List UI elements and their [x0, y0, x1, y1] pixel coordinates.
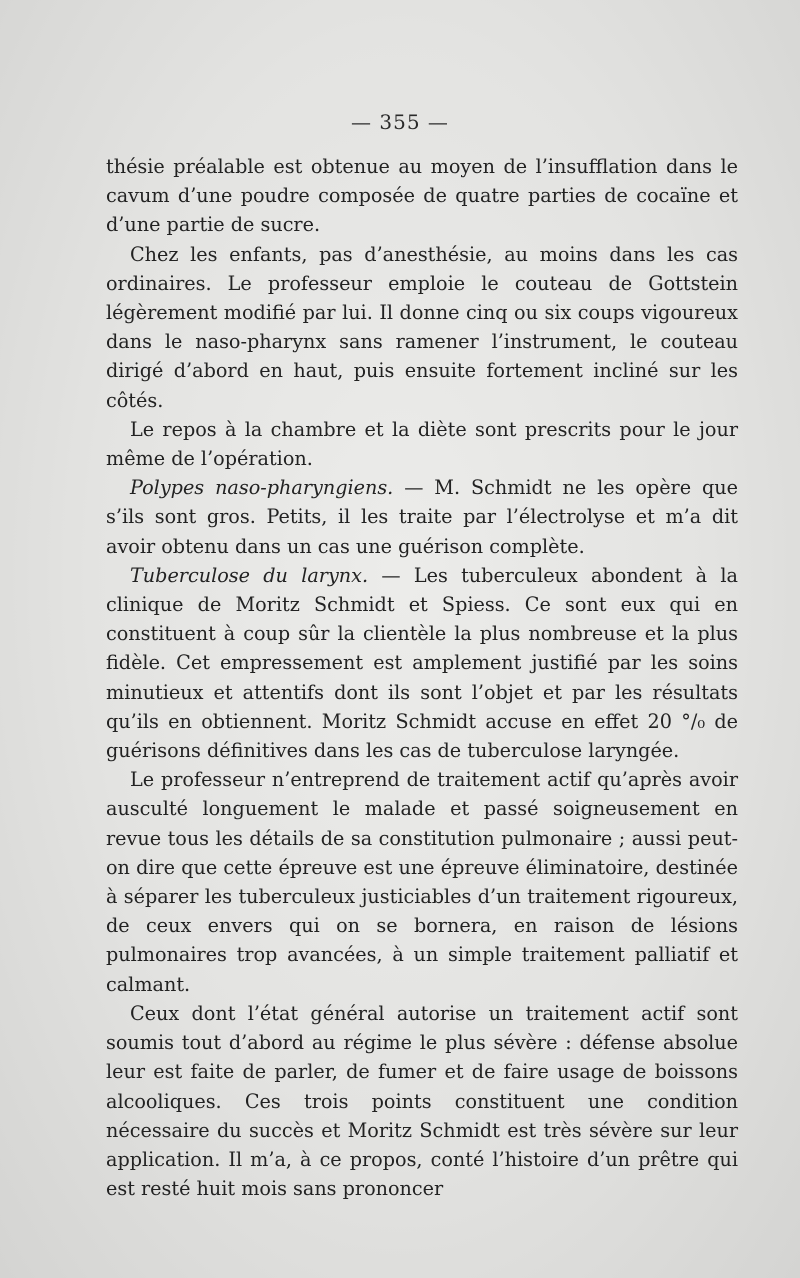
paragraph-children-treatment — [106, 240, 738, 415]
paragraph-text: thésie préalable est obtenue au moyen de l’insufflation dans le cavum d’une poudre composée de quatre parties de cocaïne et d’une partie de sucre. — [106, 155, 738, 237]
paragraph-tuberculose — [106, 561, 738, 765]
section-heading-polypes: Polypes naso-pharyngiens. — [130, 476, 394, 500]
paragraph-rest — [106, 415, 738, 473]
paragraph-continuation — [106, 152, 738, 240]
page-number: — 355 — — [351, 110, 449, 134]
body-text — [106, 152, 738, 1203]
paragraph-text: Chez les enfants, pas d’anesthésie, au moins dans les cas ordinaires. Le professeur emploie le couteau de Gottstein légèrement modifié par lui. Il donne cinq ou six coups vigoureux dans le naso-pharynx sans ramener l’instrument, le couteau dirigé d’abord en haut, puis ensuite fortement incliné sur les côtés. — [106, 242, 738, 412]
paragraph-text: Le professeur n’entreprend de traitement actif qu’après avoir ausculté longuement le malade et passé soigneusement en revue tous les détails de sa constitution pulmonaire ; aussi peut-on dire que cette épreuve est une épreuve éliminatoire, destinée à séparer les tuberculeux justiciables d’un traitement rigoureux, de ceux envers qui on se bornera, en raison de lésions pulmonaires trop avancées, à un simple traitement palliatif et calmant. — [106, 768, 738, 996]
paragraph-text: — Les tuberculeux abondent à la clinique de Moritz Schmidt et Spiess. Ce sont eux qui en constituent à coup sûr la clientèle la plus nombreuse et la plus fidèle. Cet empressement est amplement justifié par les soins minutieux et attentifs dont ils sont l’objet et par les résultats qu’ils en obtiennent. Moritz Schmidt accuse en effet 20 °/₀ de guérisons définitives dans les cas de tuberculose laryngée. — [106, 563, 738, 763]
paragraph-auscultation — [106, 765, 738, 999]
paragraph-polypes — [106, 473, 738, 561]
paragraph-text: Ceux dont l’état général autorise un traitement actif sont soumis tout d’abord au régime le plus sévère : défense absolue leur est faite de parler, de fumer et de faire usage de boissons alcooliques. Ces trois points constituent une condition nécessaire du succès et Moritz Schmidt est très sévère sur leur application. Il m’a, à ce propos, conté l’histoire d’un prêtre qui est resté huit mois sans prononcer — [106, 1001, 738, 1201]
paragraph-text: Le repos à la chambre et la diète sont prescrits pour le jour même de l’opération. — [106, 417, 738, 471]
section-heading-tuberculose: Tuberculose du larynx. — [130, 563, 369, 587]
paragraph-text: — M. Schmidt ne les opère que s’ils sont gros. Petits, il les traite par l’électrolyse et m’a dit avoir obtenu dans un cas une guérison complète. — [106, 476, 739, 558]
paragraph-regime — [106, 999, 738, 1203]
